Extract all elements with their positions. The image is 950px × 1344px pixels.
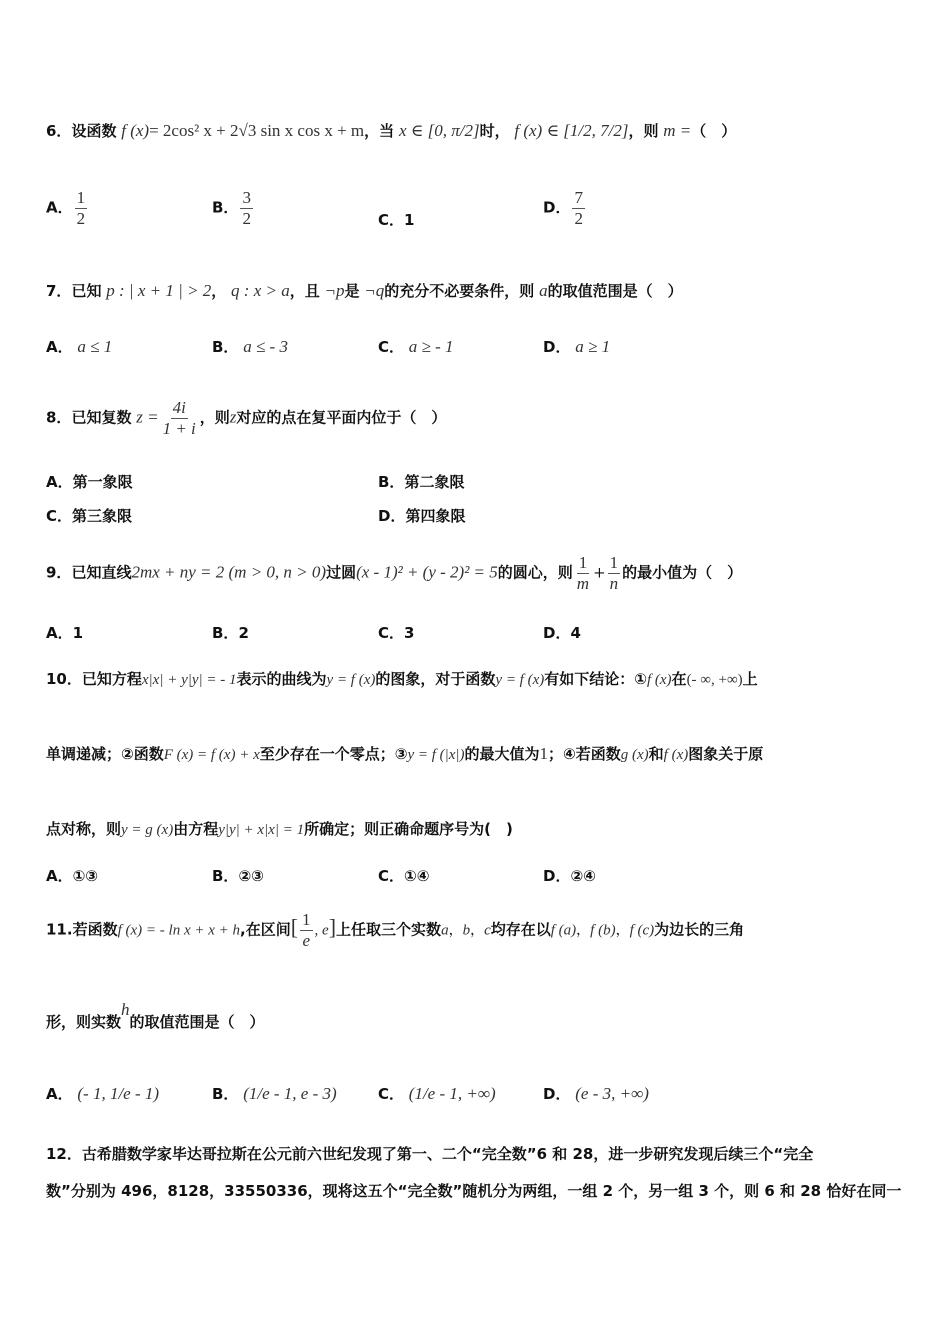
option-label: B． xyxy=(378,473,405,491)
option-label: A． xyxy=(46,338,73,356)
question-number: 10． xyxy=(46,670,82,688)
question-text: 均存在以 xyxy=(490,920,551,939)
question-8 xyxy=(46,398,910,439)
math-expression: 1 xyxy=(539,744,549,763)
question-11: 11.若函数f (x) = - ln x + x + h,在区间[ $\frac{1}{e}$ , e]上任取三个实数a，b，c均存在以f (a)，f (b)，f (c)为边长的三角 xyxy=(46,910,745,950)
option-text: a ≤ - 3 xyxy=(243,337,288,356)
option-c[interactable] xyxy=(378,336,454,358)
interval-open-bracket: [ xyxy=(290,914,299,940)
option-label: D． xyxy=(543,867,571,885)
question-text: 的充分不必要条件，则 xyxy=(384,282,535,300)
math-expression: f (x) xyxy=(663,747,689,763)
question-text: 已知直线 xyxy=(71,563,132,582)
option-label: C． xyxy=(46,507,73,525)
option-a[interactable] xyxy=(46,188,89,229)
option-b[interactable] xyxy=(212,622,249,644)
question-text: 点对称，则 xyxy=(46,820,122,838)
option-b[interactable] xyxy=(378,471,464,493)
option-label: C． xyxy=(378,624,405,642)
option-text: 3 xyxy=(404,624,415,642)
option-text: (e - 3, +∞) xyxy=(575,1084,649,1103)
option-text: 2 xyxy=(238,624,249,642)
option-text: 第四象限 xyxy=(405,507,466,525)
question-text: 的取值范围是（ ） xyxy=(547,282,683,300)
option-text: (1/e - 1, +∞) xyxy=(408,1084,496,1103)
option-text: a ≥ 1 xyxy=(575,337,611,356)
math-expression: p : | x + 1 | > 2 xyxy=(106,281,212,300)
question-text: 图象关于原 xyxy=(688,745,764,763)
math-expression: h xyxy=(121,1000,130,1019)
option-label: C． xyxy=(378,211,405,229)
option-text: ①③ xyxy=(72,867,99,885)
question-text: ,在区间 xyxy=(240,920,291,939)
option-text: ②③ xyxy=(238,867,264,885)
question-text: 过圆 xyxy=(326,563,357,582)
question-text: 的取值范围是（ ） xyxy=(129,1013,265,1031)
option-label: B． xyxy=(212,1085,239,1103)
math-expression: a xyxy=(539,281,548,300)
fraction: $\frac{1}{2}$ xyxy=(76,188,86,228)
question-text: （ ） xyxy=(691,122,737,140)
question-9: 9．已知直线2mx + ny = 2 (m > 0, n > 0)过圆(x - 1)² + (y - 2)² = 5的圆心，则 $\frac{1}{m}$ + $\frac{1}{n}$ 的最小值为（ ） xyxy=(46,553,743,593)
option-label: C． xyxy=(378,1085,405,1103)
question-text: 数”分别为 496，8128，33550336，现将这五个“完全数”随机分为两组，一组 2 个，另一组 3 个，则 6 和 28 恰好在同一 xyxy=(46,1182,902,1200)
math-expression: f (b) xyxy=(590,922,616,939)
question-text: 在 xyxy=(671,670,687,688)
option-b[interactable] xyxy=(212,865,264,887)
question-7 xyxy=(46,280,910,302)
math-expression: a xyxy=(441,922,449,939)
math-expression: f (a) xyxy=(550,922,577,939)
option-b[interactable] xyxy=(212,1083,337,1105)
math-expression: z xyxy=(229,407,237,427)
option-label: D． xyxy=(543,338,571,356)
interval-close-bracket: ] xyxy=(328,914,337,940)
option-label: B． xyxy=(212,338,239,356)
fraction: $\frac{1}{m}$ xyxy=(576,553,590,593)
question-text: 上 xyxy=(742,670,758,688)
question-10-line-2 xyxy=(46,743,910,766)
math-expression: f (x) ∈ [1/2, 7/2] xyxy=(514,121,629,140)
option-label: A． xyxy=(46,473,73,491)
question-text: 上任取三个实数 xyxy=(336,920,442,939)
question-11-line-2 xyxy=(46,1000,910,1033)
fraction: $\frac{1}{e}$ xyxy=(302,910,311,950)
question-text: 单调递减；②函数 xyxy=(46,745,164,763)
math-expression: , e xyxy=(314,922,329,939)
option-label: A． xyxy=(46,198,73,217)
option-text: ①④ xyxy=(404,867,430,885)
option-label: D． xyxy=(543,1085,571,1103)
math-expression: y|y| + x|x| = 1 xyxy=(218,822,305,838)
question-number: 6． xyxy=(46,122,72,140)
math-expression: z = xyxy=(136,407,159,427)
option-text: 1 xyxy=(72,624,84,642)
option-label: A． xyxy=(46,867,73,885)
question-text: 表示的曲线为 xyxy=(236,670,327,688)
question-12-line-2 xyxy=(46,1180,910,1203)
option-text: ②④ xyxy=(570,867,596,885)
math-expression: 2mx + ny = 2 (m > 0, n > 0) xyxy=(131,562,327,582)
option-text: 第二象限 xyxy=(404,473,465,491)
question-text: 由方程 xyxy=(173,820,219,838)
math-expression: f (c) xyxy=(629,922,655,939)
option-label: C． xyxy=(378,867,405,885)
option-label: A． xyxy=(46,624,73,642)
question-text: ，当 xyxy=(364,122,395,140)
option-b[interactable] xyxy=(212,188,255,229)
question-number: 7． xyxy=(46,282,72,300)
question-text: ；④若函数 xyxy=(548,745,621,763)
question-10 xyxy=(46,668,910,691)
math-expression: y = f (|x|) xyxy=(407,747,465,763)
question-text: 至少存在一个零点；③ xyxy=(259,745,408,763)
option-c[interactable] xyxy=(378,865,429,887)
option-d[interactable] xyxy=(543,865,596,887)
question-text: ，则 xyxy=(199,408,230,427)
option-c[interactable] xyxy=(378,1083,496,1105)
math-expression: x ∈ [0, π/2] xyxy=(398,121,480,140)
option-a[interactable] xyxy=(46,1083,159,1105)
math-expression: = 2cos² x + 2√3 sin x cos x + m xyxy=(149,121,365,140)
math-expression: q : x > a xyxy=(231,281,290,300)
math-expression: ¬p xyxy=(324,281,345,300)
question-number: 12． xyxy=(46,1145,82,1163)
math-expression: x|x| + y|y| = - 1 xyxy=(141,672,237,688)
option-text: 第一象限 xyxy=(72,473,133,491)
fraction: $\frac{4i}{1 + i}$ xyxy=(162,398,196,438)
option-label: D． xyxy=(543,198,571,217)
option-text: (- 1, 1/e - 1) xyxy=(77,1084,160,1103)
question-text: ， xyxy=(211,282,227,300)
option-label: B． xyxy=(212,624,239,642)
option-d[interactable] xyxy=(378,505,465,527)
question-text: 的圆心，则 xyxy=(497,563,573,582)
question-number: 8． xyxy=(46,408,72,427)
question-text: 对应的点在复平面内位于（ ） xyxy=(236,408,447,427)
option-label: D． xyxy=(378,507,406,525)
option-label: B． xyxy=(212,198,239,217)
math-expression: y = f (x) xyxy=(326,672,376,688)
option-c[interactable] xyxy=(378,209,414,231)
math-expression: ¬q xyxy=(364,281,385,300)
option-label: A． xyxy=(46,1085,73,1103)
option-label: D． xyxy=(543,624,571,642)
math-expression: m = xyxy=(663,121,692,140)
option-label: B． xyxy=(212,867,239,885)
question-text: 古希腊数学家毕达哥拉斯在公元前六世纪发现了第一、二个“完全数”6 和 28，进一步研究发现后续三个“完全 xyxy=(81,1145,814,1163)
question-text: 的最大值为 xyxy=(464,745,540,763)
question-text: 的最小值为（ ） xyxy=(622,563,743,582)
question-text: 和 xyxy=(648,745,664,763)
math-expression: b xyxy=(462,922,471,939)
math-expression: f (x) xyxy=(121,121,150,140)
question-text: 时， xyxy=(479,122,510,140)
question-text: 已知方程 xyxy=(81,670,142,688)
option-c[interactable] xyxy=(378,622,414,644)
question-text: 设函数 xyxy=(71,122,117,140)
option-a[interactable] xyxy=(46,622,83,644)
option-label: C． xyxy=(378,338,405,356)
option-text: (1/e - 1, e - 3) xyxy=(243,1084,337,1103)
question-text: 的图象，对于函数 xyxy=(375,670,496,688)
option-text: 4 xyxy=(570,624,581,642)
question-text: 为边长的三角 xyxy=(654,920,745,939)
question-text: 若函数 xyxy=(72,920,118,939)
math-expression: y = g (x) xyxy=(121,822,174,838)
option-a[interactable] xyxy=(46,865,98,887)
question-text: ，且 xyxy=(289,282,320,300)
option-c[interactable] xyxy=(46,505,132,527)
question-10-line-3 xyxy=(46,818,910,841)
math-expression: y = f (x) xyxy=(495,672,545,688)
math-expression: g (x) xyxy=(620,747,649,763)
fraction: $\frac{1}{n}$ xyxy=(609,553,619,593)
question-number: 11. xyxy=(46,920,73,939)
option-d[interactable] xyxy=(543,1083,649,1105)
math-expression: f (x) xyxy=(646,672,672,688)
option-text: 第三象限 xyxy=(72,507,133,525)
question-number: 9． xyxy=(46,563,72,582)
question-text: 所确定；则正确命题序号为( ) xyxy=(304,820,513,838)
math-expression: F (x) = f (x) + x xyxy=(163,747,260,763)
question-text: 形，则实数 xyxy=(46,1013,122,1031)
math-expression: c xyxy=(484,922,491,939)
option-d[interactable] xyxy=(543,622,581,644)
option-a[interactable] xyxy=(46,336,112,358)
option-b[interactable] xyxy=(212,336,288,358)
question-text: 有如下结论：① xyxy=(544,670,647,688)
option-text: a ≥ - 1 xyxy=(408,337,454,356)
question-6 xyxy=(46,120,910,142)
math-expression: (x - 1)² + (y - 2)² = 5 xyxy=(356,562,498,582)
option-d[interactable] xyxy=(543,188,587,229)
option-a[interactable] xyxy=(46,471,133,493)
fraction: $\frac{3}{2}$ xyxy=(242,188,251,228)
question-12 xyxy=(46,1143,910,1166)
question-text: 已知 xyxy=(71,282,102,300)
option-d[interactable] xyxy=(543,336,610,358)
fraction: $\frac{7}{2}$ xyxy=(574,188,583,228)
option-text: a ≤ 1 xyxy=(77,337,113,356)
question-text: ，则 xyxy=(628,122,659,140)
question-text: 是 xyxy=(344,282,360,300)
question-text: 已知复数 xyxy=(71,408,132,427)
math-expression: f (x) = - ln x + x + h xyxy=(117,922,241,939)
math-expression: (- ∞, +∞) xyxy=(686,672,743,688)
option-text: 1 xyxy=(404,211,415,229)
